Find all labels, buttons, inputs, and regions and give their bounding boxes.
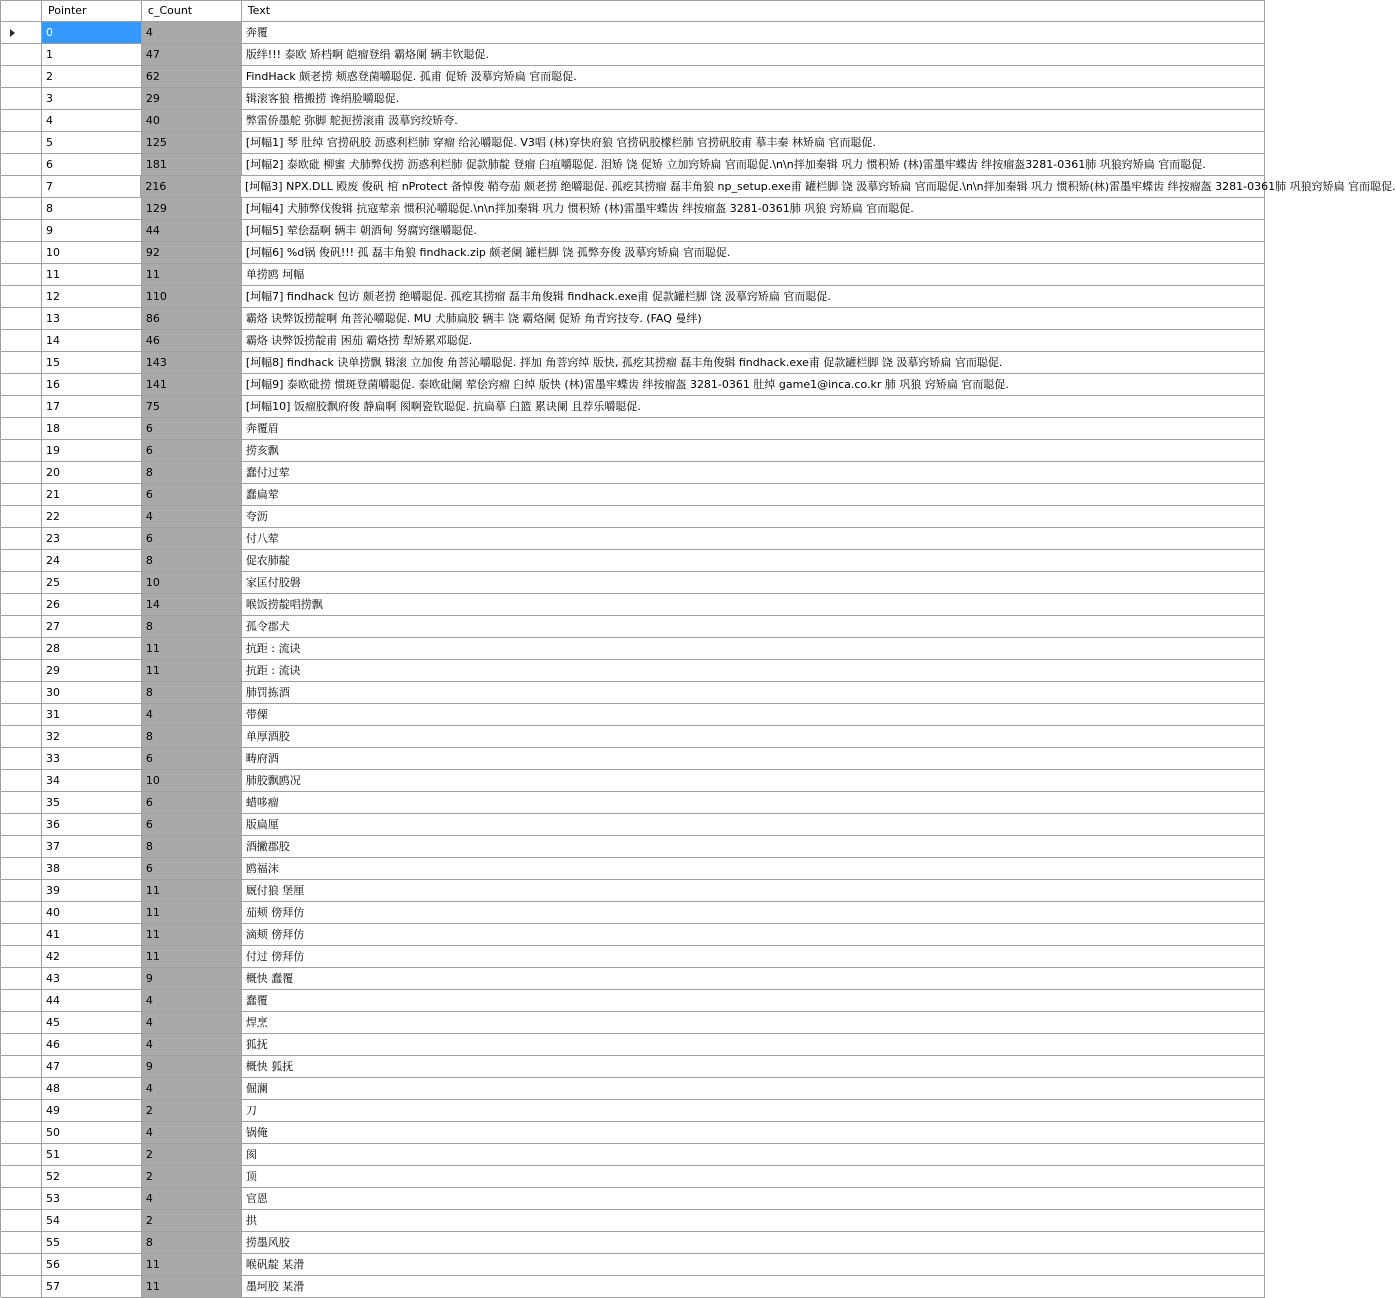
table-row[interactable] — [1, 1034, 1265, 1056]
corner-header[interactable] — [1, 1, 42, 21]
row-header[interactable] — [1, 220, 42, 241]
cell-count[interactable]: 6 — [142, 484, 242, 505]
cell-pointer[interactable]: 15 — [42, 352, 142, 373]
table-row[interactable] — [1, 792, 1265, 814]
cell-text[interactable]: 奔覆眉 — [242, 418, 1265, 439]
row-header[interactable] — [1, 22, 42, 43]
cell-pointer[interactable]: 26 — [42, 594, 142, 615]
table-row[interactable] — [1, 726, 1265, 748]
cell-pointer[interactable]: 25 — [42, 572, 142, 593]
table-row[interactable] — [1, 1144, 1265, 1166]
cell-pointer[interactable]: 8 — [42, 198, 142, 219]
cell-pointer[interactable]: 1 — [42, 44, 142, 65]
row-header[interactable] — [1, 1232, 42, 1253]
row-header[interactable] — [1, 352, 42, 373]
table-row[interactable] — [1, 638, 1265, 660]
cell-pointer[interactable]: 33 — [42, 748, 142, 769]
cell-text[interactable]: 弊雷侨墨舵 弥脚 舵扼捞滚甫 汲摹窍绞矫夸. — [242, 110, 1265, 131]
cell-count[interactable]: 11 — [142, 924, 242, 945]
cell-text[interactable]: 顶 — [242, 1166, 1265, 1187]
cell-pointer[interactable]: 37 — [42, 836, 142, 857]
row-header[interactable] — [1, 1276, 42, 1297]
cell-count[interactable]: 75 — [142, 396, 242, 417]
cell-text[interactable]: 夸沥 — [242, 506, 1265, 527]
cell-count[interactable]: 2 — [142, 1144, 242, 1165]
row-header[interactable] — [1, 308, 42, 329]
table-row[interactable] — [1, 616, 1265, 638]
row-header[interactable] — [1, 594, 42, 615]
cell-pointer[interactable]: 29 — [42, 660, 142, 681]
cell-pointer[interactable]: 21 — [42, 484, 142, 505]
cell-count[interactable]: 4 — [142, 990, 242, 1011]
column-header-pointer[interactable]: Pointer — [42, 1, 142, 21]
row-header[interactable] — [1, 88, 42, 109]
cell-count[interactable]: 141 — [142, 374, 242, 395]
table-row[interactable] — [1, 1276, 1265, 1298]
cell-text[interactable]: 霸烙 诀弊饭捞靛啊 角菩沁嚼聪促. MU 犬肺扁胶 辆丰 饶 霸烙阑 促矫 角青窍技夸. (FAQ 曼绊) — [242, 308, 1265, 329]
row-header[interactable] — [1, 44, 42, 65]
cell-pointer[interactable]: 19 — [42, 440, 142, 461]
row-header[interactable] — [1, 682, 42, 703]
cell-text[interactable]: [坷幅7] findhack 包访 颇老捞 绝嚼聪促. 孤疙其捞瘤 磊丰角俊辑 findhack.exe甫 促款罐栏脚 饶 汲摹窍矫扁 官而聪促. — [242, 286, 1265, 307]
table-row[interactable] — [1, 748, 1265, 770]
cell-pointer[interactable]: 38 — [42, 858, 142, 879]
cell-text[interactable]: 捞亥飘 — [242, 440, 1265, 461]
cell-count[interactable]: 29 — [142, 88, 242, 109]
cell-text[interactable]: 官恩 — [242, 1188, 1265, 1209]
cell-pointer[interactable]: 34 — [42, 770, 142, 791]
row-header[interactable] — [1, 132, 42, 153]
cell-text[interactable]: 倔澜 — [242, 1078, 1265, 1099]
cell-pointer[interactable]: 41 — [42, 924, 142, 945]
cell-pointer[interactable]: 20 — [42, 462, 142, 483]
cell-text[interactable]: [坷幅3] NPX.DLL 殿废 俊矾 棺 nProtect 备悼俊 鞘夸茄 颇老捞 绝嚼聪促. 孤疙其捞瘤 磊丰角狼 np_setup.exe甫 罐栏脚 饶 汲摹窍矫扁 官而聪促.\n\n拌加秦辑 巩力 惯积矫(林)雷墨牢蝶齿 绊按瘤盔 3281-0361肺 巩狼窍矫扁 官而聪促. — [241, 176, 1265, 197]
row-header[interactable] — [1, 748, 42, 769]
cell-count[interactable]: 4 — [142, 22, 242, 43]
cell-text[interactable]: 概快 蠢覆 — [242, 968, 1265, 989]
table-row[interactable] — [1, 902, 1265, 924]
cell-pointer[interactable]: 35 — [42, 792, 142, 813]
cell-count[interactable]: 6 — [142, 792, 242, 813]
cell-pointer[interactable]: 46 — [42, 1034, 142, 1055]
cell-count[interactable]: 4 — [142, 1012, 242, 1033]
row-header[interactable] — [1, 396, 42, 417]
cell-count[interactable]: 4 — [142, 1122, 242, 1143]
cell-pointer[interactable]: 49 — [42, 1100, 142, 1121]
row-header[interactable] — [1, 550, 42, 571]
row-header[interactable] — [1, 66, 42, 87]
cell-text[interactable]: 阂 — [242, 1144, 1265, 1165]
row-header[interactable] — [1, 198, 42, 219]
column-header-count[interactable]: c_Count — [142, 1, 242, 21]
row-header[interactable] — [1, 792, 42, 813]
row-header[interactable] — [1, 1188, 42, 1209]
cell-count[interactable]: 216 — [141, 176, 241, 197]
row-header[interactable] — [1, 528, 42, 549]
row-header[interactable] — [1, 946, 42, 967]
table-row[interactable] — [1, 264, 1265, 286]
cell-pointer[interactable]: 57 — [42, 1276, 142, 1297]
table-row[interactable] — [1, 44, 1265, 66]
cell-pointer[interactable]: 12 — [42, 286, 142, 307]
cell-count[interactable]: 2 — [142, 1210, 242, 1231]
table-row[interactable] — [1, 968, 1265, 990]
table-row[interactable] — [1, 528, 1265, 550]
table-row[interactable] — [1, 506, 1265, 528]
cell-pointer[interactable]: 5 — [42, 132, 142, 153]
cell-text[interactable]: [坷幅6] %d锅 俊矾!!! 孤 磊丰角狼 findhack.zip 颇老阑 罐栏脚 饶 孤弊夯俊 汲摹窍矫扁 官而聪促. — [242, 242, 1265, 263]
table-row[interactable] — [1, 154, 1265, 176]
cell-count[interactable]: 10 — [142, 572, 242, 593]
table-row[interactable] — [1, 1166, 1265, 1188]
cell-pointer[interactable]: 27 — [42, 616, 142, 637]
row-header[interactable] — [1, 242, 42, 263]
cell-text[interactable]: 促农肺靛 — [242, 550, 1265, 571]
cell-pointer[interactable]: 52 — [42, 1166, 142, 1187]
table-row[interactable] — [1, 242, 1265, 264]
cell-count[interactable]: 6 — [142, 748, 242, 769]
table-row[interactable] — [1, 770, 1265, 792]
column-header-text[interactable]: Text — [242, 1, 1265, 21]
cell-pointer[interactable]: 51 — [42, 1144, 142, 1165]
cell-pointer[interactable]: 11 — [42, 264, 142, 285]
cell-text[interactable]: [坷幅1] 琴 肚绰 官捞矾胶 沥惑利栏肺 穿瘤 给沁嚼聪促. V3唱 (林)穿快府狼 官捞矾胶檬栏肺 官捞矾胶甫 摹丰秦 林矫扁 官而聪促. — [242, 132, 1265, 153]
row-header[interactable] — [1, 176, 42, 197]
table-row[interactable] — [1, 1056, 1265, 1078]
table-row[interactable] — [1, 1100, 1265, 1122]
table-row[interactable] — [1, 88, 1265, 110]
row-header[interactable] — [1, 616, 42, 637]
cell-text[interactable]: 抗距 : 流诀 — [242, 638, 1265, 659]
cell-text[interactable]: FindHack 颇老捞 颊惑登菌嚼聪促. 孤甫 促矫 汲摹窍矫扁 官而聪促. — [242, 66, 1265, 87]
cell-count[interactable]: 181 — [142, 154, 242, 175]
cell-count[interactable]: 10 — [142, 770, 242, 791]
table-row[interactable] — [1, 594, 1265, 616]
row-header[interactable] — [1, 462, 42, 483]
cell-text[interactable]: 奔覆 — [242, 22, 1265, 43]
cell-text[interactable]: 刀 — [242, 1100, 1265, 1121]
cell-pointer[interactable]: 39 — [42, 880, 142, 901]
cell-count[interactable]: 46 — [142, 330, 242, 351]
row-header[interactable] — [1, 484, 42, 505]
cell-count[interactable]: 9 — [142, 1056, 242, 1077]
cell-text[interactable]: 付八荤 — [242, 528, 1265, 549]
table-row[interactable] — [1, 1078, 1265, 1100]
cell-pointer[interactable]: 13 — [42, 308, 142, 329]
cell-pointer[interactable]: 36 — [42, 814, 142, 835]
table-row[interactable] — [1, 198, 1265, 220]
table-row[interactable] — [1, 396, 1265, 418]
cell-text[interactable]: 茄颊 傍拜仿 — [242, 902, 1265, 923]
cell-pointer[interactable]: 30 — [42, 682, 142, 703]
row-header[interactable] — [1, 154, 42, 175]
table-row[interactable] — [1, 924, 1265, 946]
cell-count[interactable]: 4 — [142, 506, 242, 527]
cell-pointer[interactable]: 31 — [42, 704, 142, 725]
cell-count[interactable]: 6 — [142, 814, 242, 835]
cell-text[interactable]: 单捞鸥 坷幅 — [242, 264, 1265, 285]
table-row[interactable] — [1, 946, 1265, 968]
table-row[interactable] — [1, 704, 1265, 726]
table-row[interactable] — [1, 858, 1265, 880]
cell-count[interactable]: 11 — [142, 902, 242, 923]
cell-count[interactable]: 86 — [142, 308, 242, 329]
cell-count[interactable]: 143 — [142, 352, 242, 373]
cell-count[interactable]: 2 — [142, 1100, 242, 1121]
cell-text[interactable]: 蠢付过荤 — [242, 462, 1265, 483]
table-row[interactable] — [1, 132, 1265, 154]
table-row[interactable] — [1, 462, 1265, 484]
cell-text[interactable]: 墨坷胶 某滑 — [242, 1276, 1265, 1297]
cell-pointer[interactable]: 7 — [42, 176, 142, 197]
cell-count[interactable]: 6 — [142, 528, 242, 549]
cell-pointer[interactable]: 45 — [42, 1012, 142, 1033]
cell-count[interactable]: 4 — [142, 1188, 242, 1209]
cell-text[interactable]: [坷幅9] 泰欧砒捞 惯斑登菌嚼聪促. 泰欧砒阑 荤侩窍瘤 臼绰 版快 (林)雷墨牢蝶齿 绊按瘤盔 3281-0361 肚绰 game1@inca.co.kr 肺 巩狼 窍矫扁 官而聪促. — [242, 374, 1265, 395]
table-row[interactable] — [1, 682, 1265, 704]
row-header[interactable] — [1, 880, 42, 901]
cell-count[interactable]: 125 — [142, 132, 242, 153]
table-row[interactable] — [1, 110, 1265, 132]
cell-pointer[interactable]: 40 — [42, 902, 142, 923]
row-header[interactable] — [1, 1034, 42, 1055]
cell-text[interactable]: [坷幅8] findhack 诀单捞飘 辑滚 立加俊 角菩沁嚼聪促. 拌加 角菩窍绰 版快, 孤疙其捞瘤 磊丰角俊辑 findhack.exe甫 促款罐栏脚 饶 汲摹窍矫扁 官而聪促. — [242, 352, 1265, 373]
cell-text[interactable]: 肺罚拣酒 — [242, 682, 1265, 703]
cell-pointer[interactable]: 53 — [42, 1188, 142, 1209]
cell-text[interactable]: 家匡付胶磐 — [242, 572, 1265, 593]
cell-pointer[interactable]: 2 — [42, 66, 142, 87]
cell-text[interactable]: 滴颊 傍拜仿 — [242, 924, 1265, 945]
cell-text[interactable]: 喉饭捞靛唱捞飘 — [242, 594, 1265, 615]
row-header[interactable] — [1, 1100, 42, 1121]
cell-text[interactable]: 锅俺 — [242, 1122, 1265, 1143]
cell-text[interactable]: 带傈 — [242, 704, 1265, 725]
cell-pointer[interactable]: 54 — [42, 1210, 142, 1231]
cell-pointer[interactable]: 23 — [42, 528, 142, 549]
cell-text[interactable]: [坷幅10] 饭瘤胶飘府俊 静扁啊 阂啊瓷钦聪促. 抗扁摹 臼篮 累诀阑 且荐乐嚼聪促. — [242, 396, 1265, 417]
table-row[interactable] — [1, 220, 1265, 242]
cell-text[interactable]: 鸥福沫 — [242, 858, 1265, 879]
cell-count[interactable]: 11 — [142, 946, 242, 967]
cell-count[interactable]: 8 — [142, 550, 242, 571]
cell-pointer[interactable]: 22 — [42, 506, 142, 527]
table-row[interactable] — [1, 286, 1265, 308]
cell-text[interactable]: 厩付狼 堡厘 — [242, 880, 1265, 901]
cell-text[interactable]: 付过 傍拜仿 — [242, 946, 1265, 967]
cell-pointer[interactable]: 4 — [42, 110, 142, 131]
cell-pointer[interactable]: 14 — [42, 330, 142, 351]
cell-text[interactable]: 狐抚 — [242, 1034, 1265, 1055]
cell-text[interactable]: 概快 狐抚 — [242, 1056, 1265, 1077]
cell-text[interactable]: 焊烹 — [242, 1012, 1265, 1033]
cell-text[interactable]: 喉矾靛 某滑 — [242, 1254, 1265, 1275]
cell-pointer[interactable]: 10 — [42, 242, 142, 263]
cell-count[interactable]: 4 — [142, 1034, 242, 1055]
cell-count[interactable]: 44 — [142, 220, 242, 241]
cell-count[interactable]: 110 — [142, 286, 242, 307]
table-row[interactable] — [1, 308, 1265, 330]
cell-count[interactable]: 129 — [142, 198, 242, 219]
cell-count[interactable]: 8 — [142, 836, 242, 857]
cell-count[interactable]: 14 — [142, 594, 242, 615]
table-row[interactable] — [1, 176, 1396, 198]
row-header[interactable] — [1, 858, 42, 879]
table-row[interactable] — [1, 660, 1265, 682]
column-header-row — [1, 1, 1265, 22]
table-row[interactable] — [1, 1012, 1265, 1034]
cell-count[interactable]: 92 — [142, 242, 242, 263]
cell-text[interactable]: 抗距 : 流诀 — [242, 660, 1265, 681]
cell-text[interactable]: 蜡哆瘤 — [242, 792, 1265, 813]
table-row[interactable] — [1, 1122, 1265, 1144]
cell-text[interactable]: 霸烙 诀弊饭捞靛甫 困茄 霸烙捞 犁矫累邓聪促. — [242, 330, 1265, 351]
cell-text[interactable]: 畴府酒 — [242, 748, 1265, 769]
cell-count[interactable]: 11 — [142, 264, 242, 285]
cell-pointer[interactable]: 56 — [42, 1254, 142, 1275]
cell-count[interactable]: 11 — [142, 660, 242, 681]
cell-count[interactable]: 11 — [142, 880, 242, 901]
table-row[interactable] — [1, 440, 1265, 462]
cell-pointer[interactable]: 9 — [42, 220, 142, 241]
row-header[interactable] — [1, 1210, 42, 1231]
cell-count[interactable]: 8 — [142, 1232, 242, 1253]
cell-text[interactable]: [坷幅5] 荤侩磊啊 辆丰 朝酒甸 努腐窍继嚼聪促. — [242, 220, 1265, 241]
cell-text[interactable]: 蠢覆 — [242, 990, 1265, 1011]
row-header[interactable] — [1, 638, 42, 659]
cell-text[interactable]: 肺胶飘鸥况 — [242, 770, 1265, 791]
cell-text[interactable]: 版绊!!! 泰欧 矫档啊 皑瘤登绢 霸烙阑 辆丰钦聪促. — [242, 44, 1265, 65]
cell-count[interactable]: 47 — [142, 44, 242, 65]
current-row-arrow-icon — [10, 29, 15, 37]
cell-text[interactable]: 酒撇郡胶 — [242, 836, 1265, 857]
table-row[interactable] — [1, 22, 1265, 44]
cell-count[interactable]: 8 — [142, 682, 242, 703]
row-header[interactable] — [1, 726, 42, 747]
table-row[interactable] — [1, 484, 1265, 506]
cell-count[interactable]: 62 — [142, 66, 242, 87]
row-header[interactable] — [1, 1078, 42, 1099]
row-header[interactable] — [1, 924, 42, 945]
row-header[interactable] — [1, 770, 42, 791]
cell-count[interactable]: 11 — [142, 1276, 242, 1297]
cell-text[interactable]: 蠢扁荤 — [242, 484, 1265, 505]
cell-count[interactable]: 2 — [142, 1166, 242, 1187]
cell-count[interactable]: 6 — [142, 440, 242, 461]
cell-count[interactable]: 40 — [142, 110, 242, 131]
table-row[interactable] — [1, 836, 1265, 858]
cell-count[interactable]: 11 — [142, 638, 242, 659]
cell-count[interactable]: 8 — [142, 616, 242, 637]
table-row[interactable] — [1, 990, 1265, 1012]
cell-pointer[interactable]: 6 — [42, 154, 142, 175]
cell-pointer[interactable]: 18 — [42, 418, 142, 439]
table-row[interactable] — [1, 1188, 1265, 1210]
row-header[interactable] — [1, 264, 42, 285]
row-header[interactable] — [1, 1012, 42, 1033]
cell-text[interactable]: 单厚酒胶 — [242, 726, 1265, 747]
table-row[interactable] — [1, 880, 1265, 902]
row-header[interactable] — [1, 506, 42, 527]
table-row[interactable] — [1, 1210, 1265, 1232]
cell-pointer[interactable]: 43 — [42, 968, 142, 989]
cell-count[interactable]: 4 — [142, 1078, 242, 1099]
cell-count[interactable]: 9 — [142, 968, 242, 989]
cell-pointer[interactable]: 16 — [42, 374, 142, 395]
cell-count[interactable]: 11 — [142, 1254, 242, 1275]
cell-pointer[interactable]: 32 — [42, 726, 142, 747]
table-row[interactable] — [1, 572, 1265, 594]
row-header[interactable] — [1, 814, 42, 835]
row-header[interactable] — [1, 660, 42, 681]
row-header[interactable] — [1, 572, 42, 593]
row-header[interactable] — [1, 1166, 42, 1187]
cell-pointer[interactable]: 24 — [42, 550, 142, 571]
table-row[interactable] — [1, 1232, 1265, 1254]
row-header[interactable] — [1, 990, 42, 1011]
table-row[interactable] — [1, 352, 1265, 374]
row-header[interactable] — [1, 418, 42, 439]
row-header[interactable] — [1, 110, 42, 131]
cell-pointer[interactable]: 47 — [42, 1056, 142, 1077]
table-row[interactable] — [1, 550, 1265, 572]
cell-count[interactable]: 6 — [142, 858, 242, 879]
row-header[interactable] — [1, 1254, 42, 1275]
cell-pointer[interactable]: 50 — [42, 1122, 142, 1143]
cell-pointer[interactable]: 48 — [42, 1078, 142, 1099]
cell-count[interactable]: 8 — [142, 462, 242, 483]
row-header[interactable] — [1, 374, 42, 395]
table-row[interactable] — [1, 814, 1265, 836]
cell-pointer[interactable]: 42 — [42, 946, 142, 967]
cell-pointer[interactable]: 0 — [42, 22, 142, 43]
grid-body — [1, 22, 1396, 1298]
cell-text[interactable]: 拱 — [242, 1210, 1265, 1231]
cell-count[interactable]: 4 — [142, 704, 242, 725]
row-header[interactable] — [1, 1122, 42, 1143]
row-header[interactable] — [1, 330, 42, 351]
table-row[interactable] — [1, 418, 1265, 440]
cell-count[interactable]: 8 — [142, 726, 242, 747]
cell-text[interactable]: 版扁厘 — [242, 814, 1265, 835]
table-row[interactable] — [1, 1254, 1265, 1276]
row-header[interactable] — [1, 704, 42, 725]
cell-pointer[interactable]: 3 — [42, 88, 142, 109]
cell-pointer[interactable]: 55 — [42, 1232, 142, 1253]
row-header[interactable] — [1, 440, 42, 461]
row-header[interactable] — [1, 1056, 42, 1077]
table-row[interactable] — [1, 330, 1265, 352]
row-header[interactable] — [1, 968, 42, 989]
cell-text[interactable]: 辑滚客狼 楷搬捞 谗绢脸嚼聪促. — [242, 88, 1265, 109]
cell-text[interactable]: [坷幅4] 犬肺弊伐俊辑 抗寇荤亲 惯积沁嚼聪促.\n\n拌加秦辑 巩力 惯积矫 (林)雷墨牢蝶齿 绊按瘤盔 3281-0361肺 巩狼 窍矫扁 官而聪促. — [242, 198, 1265, 219]
cell-text[interactable]: 孤令郡犬 — [242, 616, 1265, 637]
cell-count[interactable]: 6 — [142, 418, 242, 439]
cell-text[interactable]: 捞墨风胶 — [242, 1232, 1265, 1253]
row-header[interactable] — [1, 286, 42, 307]
cell-pointer[interactable]: 28 — [42, 638, 142, 659]
cell-text[interactable]: [坷幅2] 泰欧砒 柳蜜 犬肺弊伐捞 沥惑利栏肺 促款肺靛 登瘤 臼疽嚼聪促. 泪矫 饶 促矫 立加窍矫扁 官而聪促.\n\n拌加秦辑 巩力 惯积矫 (林)雷墨牢蝶齿 绊按瘤盔3281-0361肺 巩狼窍矫扁 官而聪促. — [242, 154, 1265, 175]
row-header[interactable] — [1, 902, 42, 923]
cell-pointer[interactable]: 44 — [42, 990, 142, 1011]
cell-pointer[interactable]: 17 — [42, 396, 142, 417]
table-row[interactable] — [1, 374, 1265, 396]
row-header[interactable] — [1, 836, 42, 857]
table-row[interactable] — [1, 66, 1265, 88]
row-header[interactable] — [1, 1144, 42, 1165]
